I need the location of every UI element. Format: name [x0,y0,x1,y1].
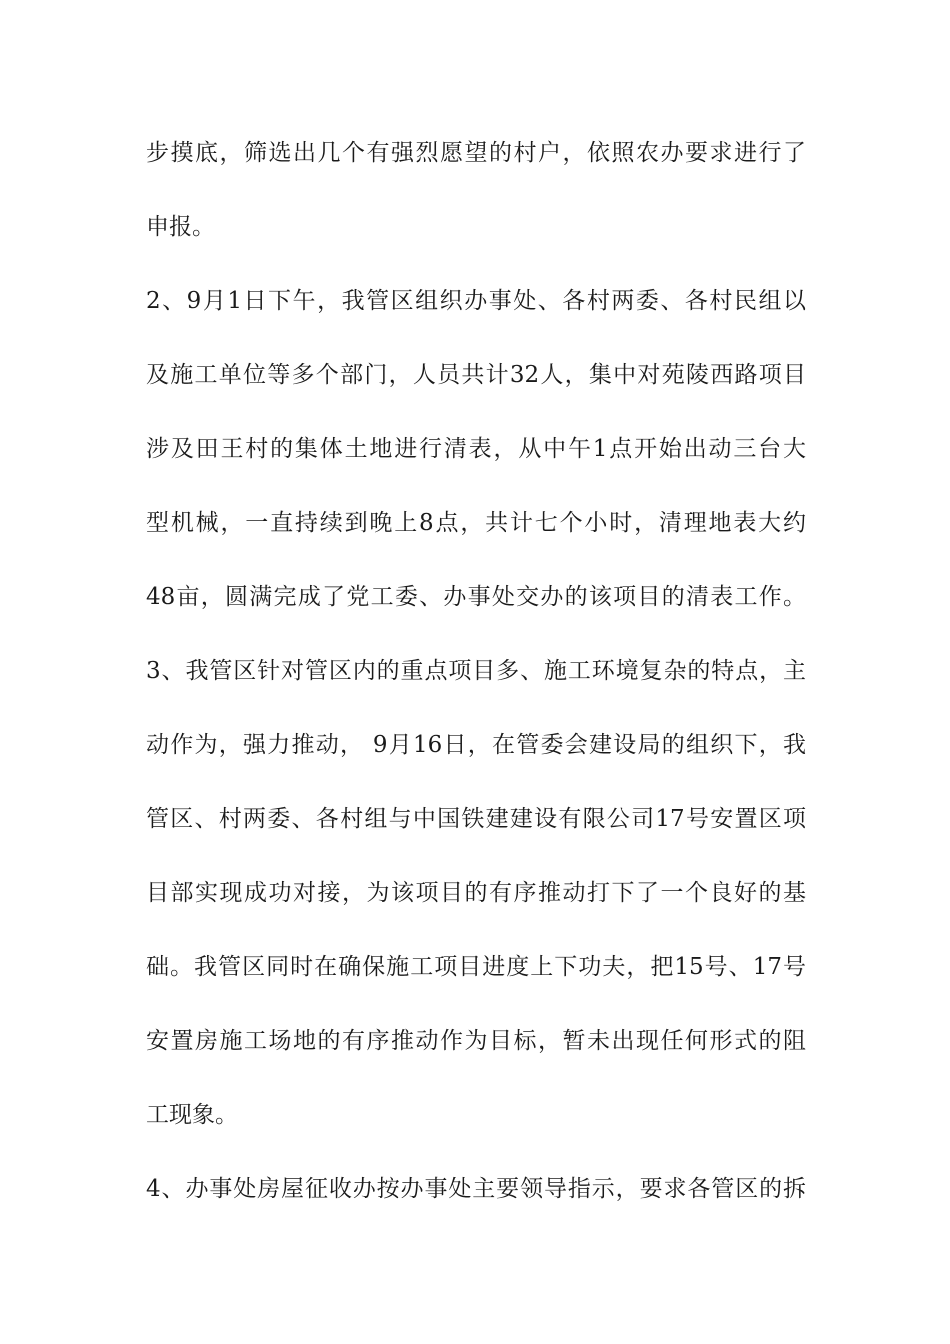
text-line: 管区、村两委、各村组与中国铁建建设有限公司17号安置区项 [146,806,806,832]
text-line: 2、9月1日下午，我管区组织办事处、各村两委、各村民组以 [146,288,806,314]
text-line: 48亩，圆满完成了党工委、办事处交办的该项目的清表工作。 [146,584,806,610]
text-line: 安置房施工场地的有序推动作为目标，暂未出现任何形式的阻 [146,1028,806,1054]
text-line: 步摸底，筛选出几个有强烈愿望的村户，依照农办要求进行了 [146,140,806,166]
text-line: 础。我管区同时在确保施工项目进度上下功夫，把15号、17号 [146,954,806,980]
text-line: 涉及田王村的集体土地进行清表，从中午1点开始出动三台大 [146,436,806,462]
text-line: 及施工单位等多个部门，人员共计32人，集中对苑陵西路项目 [146,362,806,388]
text-line: 工现象。 [146,1102,238,1128]
text-line: 动作为，强力推动， 9月16日，在管委会建设局的组织下，我 [146,732,806,758]
text-line: 型机械，一直持续到晚上8点，共计七个小时，清理地表大约 [146,510,806,536]
text-line: 目部实现成功对接，为该项目的有序推动打下了一个良好的基 [146,880,806,906]
text-line: 3、我管区针对管区内的重点项目多、施工环境复杂的特点，主 [146,658,806,684]
text-line: 4、办事处房屋征收办按办事处主要领导指示，要求各管区的拆 [146,1176,806,1202]
text-line: 申报。 [146,214,215,240]
